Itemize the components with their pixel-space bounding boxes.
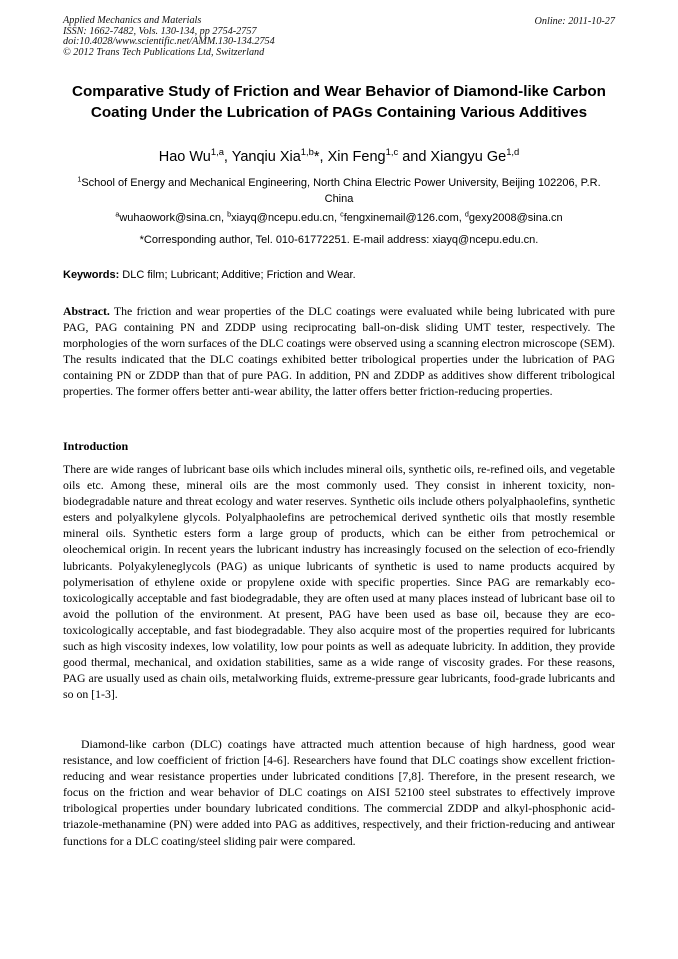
author-affil-marker: 1,c [385, 146, 399, 158]
intro-paragraph-1: There are wide ranges of lubricant base oils which includes mineral oils, synthetic oils, re-refined oils, and vegetable oils etc. Among these, mineral oils are the most commonly used. They consist in inherent toxicity, non-biodegradable nature and threat ecology and water reserves. Synthetic oils include others polyalphaolefins, synthetic esters and polyalkylene glycols. Polyalphaolefins are petrochemical derived synthetic oils that mostly resemble mineral oils. Synthetic esters form a large group of products, which can be either from petrochemical or oleochemical origin. In recent years the lubricant industry has increasingly focused on the selection of eco-friendly lubricants. Polyakyleneglycols (PAG) as unique lubricants of synthetic is used to name products acquired by polymerisation of ethylene oxide or propylene oxide with specific properties. Since PAG are remarkably eco-toxicologically acceptable and fast biodegradable, they are often used at many places instead of lubricant base oil to avoid the pollution of the environment. At present, PAG have been used as base oil, because they are eco-toxicologically acceptable, and fast biodegradable. They also acquire most of the properties required for lubricants such as high viscosity indexes, low volatility, low pour points as well as adequate lubricity. In addition, they provide good thermal, mechanical, and oxidation stabilities, same as a wide range of viscosity grades. For these reasons, PAG are usually used as chain oils, metalworking fluids, extreme-pressure gear lubricants, food-grade lubricants and so on [1-3]. [63, 462, 615, 702]
affiliation [70, 175, 608, 207]
author-affil-marker: 1,d [506, 146, 520, 158]
email-marker: c [340, 210, 344, 219]
author-name: Xiangyu Ge [430, 149, 507, 165]
email-address[interactable]: wuhaowork@sina.cn, [119, 212, 228, 224]
author-affil-marker: 1,b [300, 146, 314, 158]
abstract-label: Abstract. [63, 304, 110, 318]
author-name: Xin Feng [327, 149, 386, 165]
author-affil-marker: 1,a [210, 146, 224, 158]
affiliation-text: School of Energy and Mechanical Engineering, North China Electric Power University, Beijing 102206, P.R. China [81, 177, 601, 205]
abstract [63, 303, 615, 400]
copyright-line: © 2012 Trans Tech Publications Ltd, Switzerland [63, 46, 265, 58]
keywords-label: Keywords: [63, 269, 120, 281]
email-marker: a [115, 210, 120, 219]
email-address[interactable]: gexy2008@sina.cn [468, 212, 563, 224]
abstract-text: The friction and wear properties of the DLC coatings were evaluated while being lubricated with pure PAG, PAG containing PN and ZDDP using reciprocating ball-on-disk sliding UMT tester, respectively. The morphologies of the worn surfaces of the DLC coatings were observed using a scanning electron microscope (SEM). The results indicated that the DLC coatings exhibited better tribological properties under the lubrication of PAG containing PN or ZDDP than that of pure PAG. In addition, PN and ZDDP as additives show different tribological properties. The former offers better anti-wear ability, the latter offers better friction-reducing properties. [63, 304, 616, 399]
paper-title: Comparative Study of Friction and Wear Behavior of Diamond-like Carbon Coating Under the Lubrication of PAGs Containing Various Additives [72, 83, 606, 121]
doi-line[interactable]: doi:10.4028/www.scientific.net/AMM.130-134.2754 [63, 36, 275, 48]
author-separator: and [398, 149, 431, 165]
corresponding-author: *Corresponding author, Tel. 010-61772251. E-mail address: xiayq@ncepu.edu.cn. [139, 234, 539, 246]
email-marker: d [464, 210, 469, 219]
author-separator: , [223, 149, 232, 165]
section-heading-introduction: Introduction [63, 439, 129, 453]
author-separator: *, [313, 149, 328, 165]
email-list [63, 211, 615, 226]
author-name: Yanqiu Xia [231, 149, 301, 165]
online-date: Online: 2011-10-27 [534, 16, 615, 27]
author-name: Hao Wu [158, 149, 211, 165]
author-list [63, 148, 615, 166]
affiliation-marker: 1 [77, 175, 82, 184]
journal-header [63, 16, 275, 58]
email-address[interactable]: fengxinemail@126.com, [343, 212, 465, 224]
journal-name: Applied Mechanics and Materials [63, 15, 202, 26]
email-marker: b [227, 210, 232, 219]
keywords [63, 268, 615, 283]
intro-paragraph-2: Diamond-like carbon (DLC) coatings have attracted much attention because of high hardness, good wear resistance, and low coefficient of friction [4-6]. Researchers have found that DLC coatings show excellent friction-reducing and wear resistance properties under lubricated conditions [7,8]. Therefore, in the present research, we focus on the friction and wear behavior of DLC coatings on AISI 52100 steel substrates to effectively improve tribological properties under boundary lubricated conditions. The commercial ZDDP and alkyl-phosphonic acid- triazole-methanamine (PN) were added into PAG as additives, respectively, and their friction-reducing and antiwear functions for a DLC coating/steel sliding pair were compared. [63, 737, 615, 848]
issn-line: ISSN: 1662-7482, Vols. 130-134, pp 2754-2757 [63, 25, 257, 37]
keywords-text: DLC film; Lubricant; Additive; Friction and Wear. [119, 269, 356, 281]
email-address[interactable]: xiayq@ncepu.edu.cn, [231, 212, 341, 224]
